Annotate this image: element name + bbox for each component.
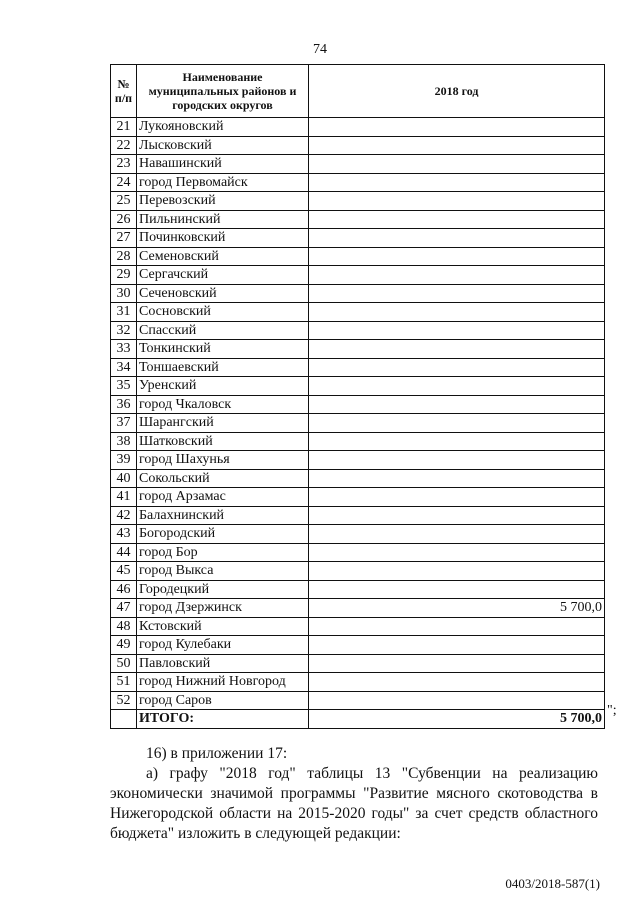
table-header-row xyxy=(111,65,605,118)
row-value xyxy=(309,136,605,155)
row-number: 25 xyxy=(111,192,137,211)
document-code: 0403/2018-587(1) xyxy=(505,876,600,891)
table-row xyxy=(111,284,605,303)
row-name: город Шахунья xyxy=(137,451,309,470)
table-row xyxy=(111,617,605,636)
total-num-cell xyxy=(111,710,137,729)
row-number: 26 xyxy=(111,210,137,229)
row-number: 40 xyxy=(111,469,137,488)
row-value xyxy=(309,617,605,636)
row-name: Павловский xyxy=(137,654,309,673)
row-value xyxy=(309,562,605,581)
row-value xyxy=(309,691,605,710)
row-value xyxy=(309,580,605,599)
row-value xyxy=(309,173,605,192)
table-row xyxy=(111,229,605,248)
row-name: Семеновский xyxy=(137,247,309,266)
row-value xyxy=(309,284,605,303)
row-name: город Арзамас xyxy=(137,488,309,507)
row-number: 48 xyxy=(111,617,137,636)
row-name: город Дзержинск xyxy=(137,599,309,618)
row-name: Сеченовский xyxy=(137,284,309,303)
row-value xyxy=(309,303,605,322)
paragraph-item-16: 16) в приложении 17: xyxy=(146,745,288,762)
row-number: 44 xyxy=(111,543,137,562)
table-row xyxy=(111,525,605,544)
row-value xyxy=(309,358,605,377)
row-number: 39 xyxy=(111,451,137,470)
row-name: Спасский xyxy=(137,321,309,340)
row-name: Починковский xyxy=(137,229,309,248)
row-name: город Нижний Новгород xyxy=(137,673,309,692)
row-name: Городецкий xyxy=(137,580,309,599)
row-number: 27 xyxy=(111,229,137,248)
table-row xyxy=(111,562,605,581)
row-value xyxy=(309,321,605,340)
table-row xyxy=(111,340,605,359)
row-name: Кстовский xyxy=(137,617,309,636)
table-row xyxy=(111,358,605,377)
table-row xyxy=(111,636,605,655)
row-name: Тонкинский xyxy=(137,340,309,359)
row-number: 29 xyxy=(111,266,137,285)
table-row xyxy=(111,580,605,599)
row-value xyxy=(309,377,605,396)
table-row xyxy=(111,451,605,470)
row-name: город Выкса xyxy=(137,562,309,581)
row-name: Уренский xyxy=(137,377,309,396)
row-value xyxy=(309,118,605,137)
row-name: Лысковский xyxy=(137,136,309,155)
row-value xyxy=(309,488,605,507)
row-number: 38 xyxy=(111,432,137,451)
table-row xyxy=(111,210,605,229)
table-row xyxy=(111,543,605,562)
row-name: Балахнинский xyxy=(137,506,309,525)
row-name: Шатковский xyxy=(137,432,309,451)
row-number: 51 xyxy=(111,673,137,692)
row-name: Сосновский xyxy=(137,303,309,322)
row-value xyxy=(309,432,605,451)
row-value xyxy=(309,414,605,433)
header-name: Наименование муниципальных районов и городских округов xyxy=(137,65,309,118)
table-row xyxy=(111,691,605,710)
row-value xyxy=(309,340,605,359)
table-row xyxy=(111,321,605,340)
table-row xyxy=(111,377,605,396)
row-name: Пильнинский xyxy=(137,210,309,229)
row-name: Тоншаевский xyxy=(137,358,309,377)
row-name: город Саров xyxy=(137,691,309,710)
row-number: 50 xyxy=(111,654,137,673)
table-row xyxy=(111,173,605,192)
table-row xyxy=(111,136,605,155)
row-name: Сергачский xyxy=(137,266,309,285)
row-value xyxy=(309,506,605,525)
table-row xyxy=(111,155,605,174)
row-name: Навашинский xyxy=(137,155,309,174)
row-name: город Бор xyxy=(137,543,309,562)
table-row xyxy=(111,395,605,414)
row-value xyxy=(309,192,605,211)
header-number: № п/п xyxy=(111,65,137,118)
table-row xyxy=(111,488,605,507)
row-value xyxy=(309,525,605,544)
row-number: 42 xyxy=(111,506,137,525)
table-row xyxy=(111,118,605,137)
row-value xyxy=(309,654,605,673)
row-number: 49 xyxy=(111,636,137,655)
row-number: 35 xyxy=(111,377,137,396)
row-number: 21 xyxy=(111,118,137,137)
table-row xyxy=(111,414,605,433)
row-number: 32 xyxy=(111,321,137,340)
row-value xyxy=(309,210,605,229)
row-number: 47 xyxy=(111,599,137,618)
table-row xyxy=(111,247,605,266)
row-number: 52 xyxy=(111,691,137,710)
table-row xyxy=(111,303,605,322)
row-value xyxy=(309,469,605,488)
row-number: 46 xyxy=(111,580,137,599)
row-value xyxy=(309,543,605,562)
row-value xyxy=(309,451,605,470)
total-row xyxy=(111,710,605,729)
row-value xyxy=(309,229,605,248)
row-name: Лукояновский xyxy=(137,118,309,137)
row-value: 5 700,0 xyxy=(309,599,605,618)
row-name: Шарангский xyxy=(137,414,309,433)
row-number: 34 xyxy=(111,358,137,377)
row-number: 22 xyxy=(111,136,137,155)
table-row xyxy=(111,654,605,673)
row-name: город Первомайск xyxy=(137,173,309,192)
row-number: 28 xyxy=(111,247,137,266)
row-number: 41 xyxy=(111,488,137,507)
table-row xyxy=(111,266,605,285)
row-name: Богородский xyxy=(137,525,309,544)
row-number: 43 xyxy=(111,525,137,544)
row-value xyxy=(309,266,605,285)
row-number: 31 xyxy=(111,303,137,322)
row-value xyxy=(309,395,605,414)
row-value xyxy=(309,155,605,174)
table-row xyxy=(111,673,605,692)
row-number: 36 xyxy=(111,395,137,414)
row-number: 23 xyxy=(111,155,137,174)
paragraph-item-a: а) графу "2018 год" таблицы 13 "Субвенции на реализацию экономически значимой программы "Развитие мясного скотоводства в Нижегородской области на 2015-2020 годы" за счет средств областного бюджета" изложить в следующей редакции: xyxy=(110,765,598,842)
row-name: город Кулебаки xyxy=(137,636,309,655)
row-name: Сокольский xyxy=(137,469,309,488)
row-number: 37 xyxy=(111,414,137,433)
total-label: ИТОГО: xyxy=(137,710,309,729)
subsidy-table xyxy=(110,64,605,729)
table-row xyxy=(111,432,605,451)
row-number: 45 xyxy=(111,562,137,581)
total-value: 5 700,0 xyxy=(309,710,605,729)
row-value xyxy=(309,247,605,266)
table-row xyxy=(111,599,605,618)
total-closing-quote: "; xyxy=(607,703,617,718)
page-number: 74 xyxy=(313,42,327,57)
table-row xyxy=(111,506,605,525)
row-number: 30 xyxy=(111,284,137,303)
header-year: 2018 год xyxy=(309,65,605,118)
row-name: Перевозский xyxy=(137,192,309,211)
row-value xyxy=(309,673,605,692)
table-row xyxy=(111,192,605,211)
row-name: город Чкаловск xyxy=(137,395,309,414)
row-number: 24 xyxy=(111,173,137,192)
row-number: 33 xyxy=(111,340,137,359)
table-row xyxy=(111,469,605,488)
row-value xyxy=(309,636,605,655)
